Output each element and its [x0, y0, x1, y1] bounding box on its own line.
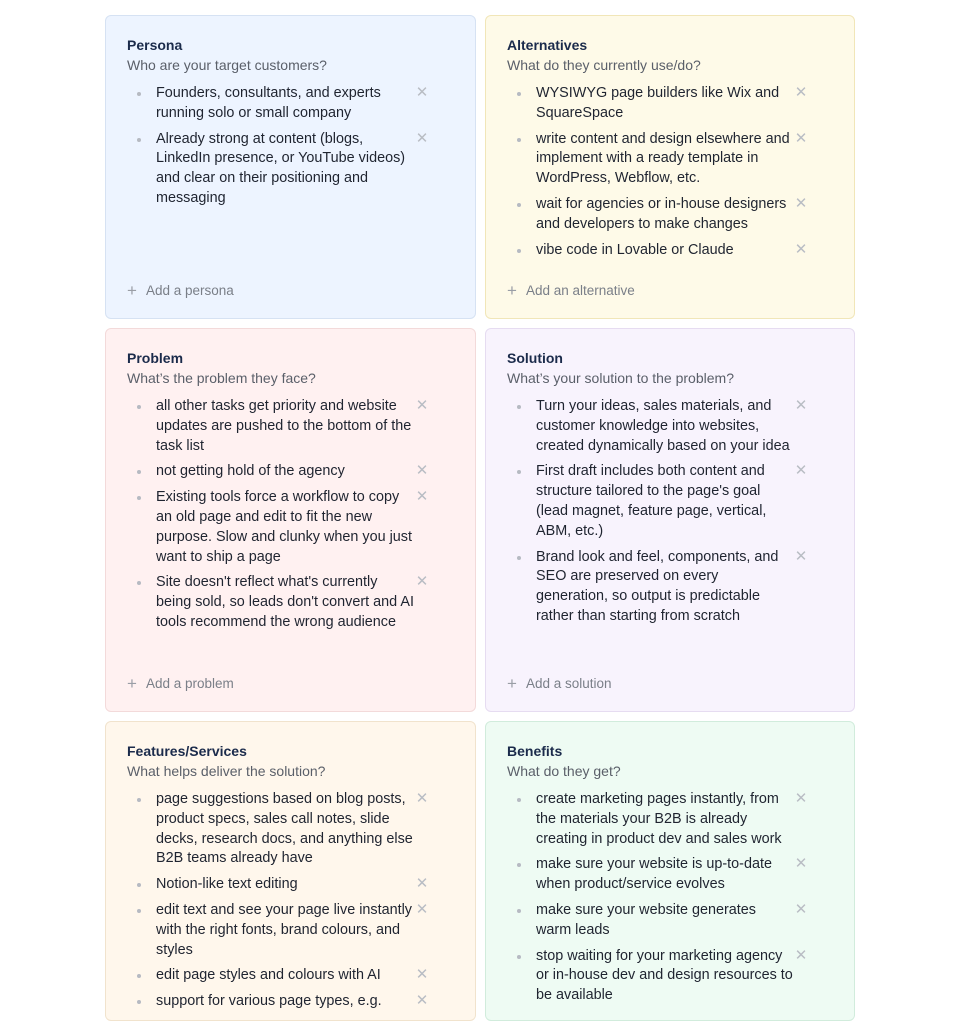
bullet-icon — [137, 798, 141, 802]
feature-item-text[interactable]: Notion-like text editing — [156, 876, 298, 893]
card-title: Benefits — [507, 743, 563, 759]
feature-item-text[interactable]: edit text and see your page live instantly with the right fonts, brand colours, and styles — [156, 901, 412, 958]
card-subtitle: What do they get? — [507, 763, 621, 779]
benefits-card — [485, 721, 855, 1021]
add-label: Add a problem — [145, 676, 234, 691]
persona-item[interactable] — [127, 130, 454, 209]
bullet-icon — [137, 470, 141, 474]
feature-item-text[interactable]: support for various page types, e.g. — [156, 993, 382, 1010]
benefit-item-text[interactable]: make sure your website generates warm leads — [536, 901, 756, 938]
benefits-list — [507, 790, 833, 1006]
alternative-item-text[interactable]: wait for agencies or in-house designers and developers to make changes — [536, 195, 787, 232]
close-icon[interactable]: ✕ — [794, 84, 808, 101]
card-subtitle: What helps deliver the solution? — [127, 763, 326, 779]
plus-icon: + — [507, 280, 517, 300]
alternatives-card — [485, 15, 855, 319]
close-icon[interactable]: ✕ — [415, 966, 429, 984]
bullet-icon — [137, 909, 141, 913]
feature-item[interactable] — [127, 790, 454, 869]
card-subtitle: What do they currently use/do? — [507, 57, 701, 73]
bullet-icon — [137, 496, 141, 500]
add-label: Add a solution — [525, 676, 612, 691]
add-label: Add a persona — [145, 283, 234, 298]
solution-list — [507, 397, 833, 627]
solution-card — [485, 328, 855, 712]
card-subtitle: What’s the problem they face? — [127, 370, 316, 386]
close-icon[interactable]: ✕ — [794, 900, 808, 918]
bullet-icon — [517, 863, 521, 867]
feature-item[interactable] — [127, 992, 454, 1012]
close-icon[interactable]: ✕ — [415, 462, 429, 480]
persona-item[interactable] — [127, 84, 454, 124]
problem-item-text[interactable]: all other tasks get priority and website updates are pushed to the bottom of the task list — [156, 398, 412, 454]
add-problem-button[interactable] — [127, 673, 234, 693]
close-icon[interactable]: ✕ — [415, 992, 429, 1010]
add-alternative-button[interactable] — [507, 280, 635, 300]
solution-item-text[interactable]: Turn your ideas, sales materials, and customer knowledge into websites, created dynamically based on your idea — [536, 398, 790, 454]
features-card — [105, 721, 476, 1021]
benefit-item[interactable] — [507, 790, 833, 849]
feature-item-text[interactable]: edit page styles and colours with AI — [156, 967, 381, 984]
card-subtitle: Who are your target customers? — [127, 57, 327, 73]
card-title: Persona — [127, 37, 183, 53]
feature-item[interactable] — [127, 901, 454, 960]
problem-item-text[interactable]: not getting hold of the agency — [156, 463, 345, 480]
plus-icon: + — [127, 673, 137, 693]
close-icon[interactable]: ✕ — [794, 240, 808, 258]
solution-item-text[interactable]: Brand look and feel, components, and SEO are preserved on every generation, so output is predictable rather than starting from scratch — [536, 548, 779, 624]
problem-item-text[interactable]: Site doesn't reflect what's currently being sold, so leads don't convert and AI tools recommend the wrong audience — [156, 574, 414, 630]
bullet-icon — [517, 798, 521, 802]
bullet-icon — [517, 203, 521, 207]
benefit-item[interactable] — [507, 947, 833, 1006]
alternative-item[interactable] — [507, 130, 833, 189]
close-icon[interactable]: ✕ — [794, 397, 808, 414]
problem-item[interactable] — [127, 573, 454, 632]
bullet-icon — [517, 405, 521, 409]
bullet-icon — [137, 883, 141, 887]
bullet-icon — [137, 138, 141, 142]
close-icon[interactable]: ✕ — [415, 790, 429, 807]
close-icon[interactable]: ✕ — [794, 547, 808, 565]
bullet-icon — [517, 470, 521, 474]
benefit-item-text[interactable]: stop waiting for your marketing agency or in-house dev and design resources to be available — [536, 947, 793, 1004]
bullet-icon — [517, 955, 521, 959]
card-title: Features/Services — [127, 743, 247, 759]
plus-icon: + — [507, 673, 517, 693]
alternative-item[interactable] — [507, 84, 833, 124]
add-label: Add an alternative — [525, 283, 635, 298]
close-icon[interactable]: ✕ — [415, 573, 429, 591]
bullet-icon — [137, 1000, 141, 1004]
card-title: Problem — [127, 350, 184, 366]
close-icon[interactable]: ✕ — [794, 129, 808, 147]
alternatives-list — [507, 84, 833, 260]
benefit-item[interactable] — [507, 901, 833, 941]
persona-item-text[interactable]: Already strong at content (blogs, LinkedIn presence, or YouTube videos) and clear on their positioning and messaging — [156, 130, 406, 206]
problem-card — [105, 328, 476, 712]
solution-item[interactable] — [507, 548, 833, 627]
alternative-item[interactable] — [507, 241, 833, 261]
persona-card — [105, 15, 476, 319]
close-icon[interactable]: ✕ — [415, 875, 429, 893]
bullet-icon — [517, 249, 521, 253]
problem-list — [127, 397, 454, 633]
alternative-item-text[interactable]: WYSIWYG page builders like Wix and SquareSpace — [536, 85, 780, 121]
close-icon[interactable]: ✕ — [794, 855, 808, 873]
feature-item[interactable] — [127, 966, 454, 986]
feature-item[interactable] — [127, 875, 454, 895]
add-solution-button[interactable] — [507, 673, 612, 693]
persona-list — [127, 84, 454, 209]
bullet-icon — [517, 556, 521, 560]
problem-item[interactable] — [127, 488, 454, 567]
close-icon[interactable]: ✕ — [415, 900, 429, 918]
card-subtitle: What’s your solution to the problem? — [507, 370, 734, 386]
close-icon[interactable]: ✕ — [794, 790, 808, 807]
close-icon[interactable]: ✕ — [415, 488, 429, 506]
bullet-icon — [517, 138, 521, 142]
add-persona-button[interactable] — [127, 280, 234, 300]
card-title: Solution — [507, 350, 563, 366]
problem-item-text[interactable]: Existing tools force a workflow to copy an old page and edit to fit the new purpose. Slow and clunky when you just want to ship a page — [156, 489, 412, 565]
bullet-icon — [137, 92, 141, 96]
close-icon[interactable]: ✕ — [794, 462, 808, 480]
alternative-item-text[interactable]: write content and design elsewhere and implement with a ready template in WordPress, Webflow, etc. — [536, 130, 790, 187]
problem-item[interactable] — [127, 397, 454, 456]
bullet-icon — [517, 909, 521, 913]
benefit-item[interactable] — [507, 855, 833, 895]
close-icon[interactable]: ✕ — [415, 129, 429, 147]
close-icon[interactable]: ✕ — [794, 946, 808, 964]
solution-item[interactable] — [507, 462, 833, 541]
alternative-item-text[interactable]: vibe code in Lovable or Claude — [536, 241, 734, 258]
card-title: Alternatives — [507, 37, 588, 53]
problem-item[interactable] — [127, 462, 454, 482]
solution-item[interactable] — [507, 397, 833, 456]
plus-icon: + — [127, 280, 137, 300]
bullet-icon — [137, 405, 141, 409]
feature-item-text[interactable]: page suggestions based on blog posts, product specs, sales call notes, slide decks, research docs, and anything else B2B teams already have — [156, 791, 413, 867]
solution-item-text[interactable]: First draft includes both content and structure tailored to the page's goal (lead magnet, feature page, vertical, ABM, etc.) — [536, 463, 767, 539]
close-icon[interactable]: ✕ — [415, 84, 429, 101]
features-list — [127, 790, 454, 1012]
alternative-item[interactable] — [507, 195, 833, 235]
bullet-icon — [137, 581, 141, 585]
benefit-item-text[interactable]: make sure your website is up-to-date when product/service evolves — [536, 856, 772, 893]
bullet-icon — [137, 974, 141, 978]
close-icon[interactable]: ✕ — [794, 194, 808, 212]
bullet-icon — [517, 92, 521, 96]
close-icon[interactable]: ✕ — [415, 397, 429, 414]
persona-item-text[interactable]: Founders, consultants, and experts running solo or small company — [156, 85, 381, 121]
benefit-item-text[interactable]: create marketing pages instantly, from the materials your B2B is already creating in product dev and sales work — [536, 791, 782, 847]
